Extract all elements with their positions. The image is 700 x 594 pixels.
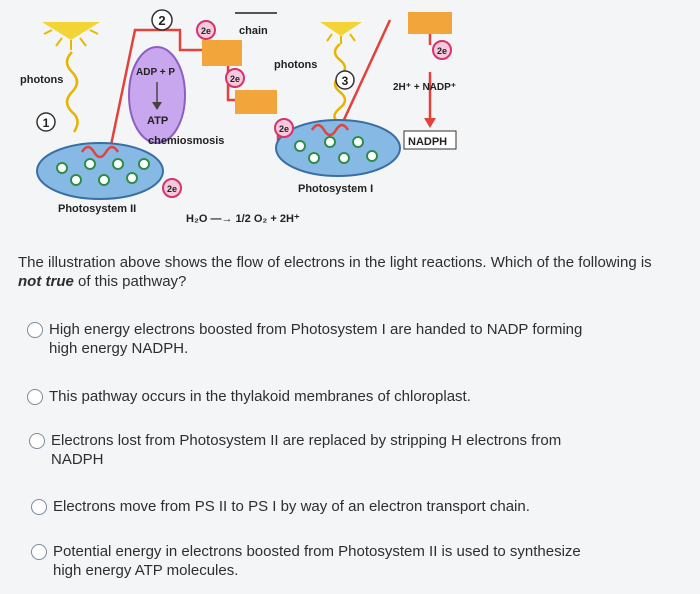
photons-label-right: photons — [274, 59, 318, 71]
photosystem-ii-label: Photosystem II — [58, 203, 137, 215]
atp-label: ATP — [147, 115, 169, 127]
carrier-box-nadp — [408, 12, 452, 34]
answer-option-label: High energy electrons boosted from Photosystem I are handed to NADP forming high energy NADPH. — [49, 321, 583, 357]
electron-badge — [226, 69, 244, 87]
step-marker-2 — [152, 10, 172, 30]
photosystem-ii-blob — [37, 143, 163, 199]
answer-option-label: Potential energy in electrons boosted from Photosystem II is used to synthesize high energy ATP molecules. — [53, 543, 581, 579]
electron-badge — [197, 21, 215, 39]
adp-label: ADP + P — [136, 67, 175, 78]
radio-button[interactable] — [31, 544, 47, 560]
radio-button[interactable] — [29, 433, 45, 449]
question-text: The illustration above shows the flow of electrons in the light reactions. Which of the following is not true of this pathway? — [18, 254, 652, 290]
svg-text:2e: 2e — [200, 26, 212, 36]
chain-dashes — [235, 12, 277, 14]
carrier-box-1 — [202, 40, 242, 66]
answer-option-4[interactable] — [31, 497, 611, 516]
photosystem-i-label: Photosystem I — [298, 183, 374, 195]
answer-option-label: Electrons lost from Photosystem II are replaced by stripping H electrons from NADPH — [51, 432, 562, 468]
carrier-box-2 — [235, 90, 277, 114]
light-reactions-diagram — [0, 0, 700, 240]
water-reaction-label: H₂O —→ 1/2 O₂ + 2H⁺ — [186, 213, 300, 225]
radio-button[interactable] — [27, 322, 43, 338]
svg-text:3: 3 — [341, 74, 349, 88]
question-emphasis: not true — [18, 273, 74, 290]
svg-text:1: 1 — [42, 116, 50, 130]
electron-badge — [433, 41, 451, 59]
answer-option-label: Electrons move from PS II to PS I by way of an electron transport chain. — [53, 498, 530, 515]
chemiosmosis-label: chemiosmosis — [148, 135, 225, 147]
photon-wave-left — [67, 52, 78, 132]
radio-button[interactable] — [31, 499, 47, 515]
step-marker-3 — [336, 71, 354, 89]
answer-option-3[interactable] — [29, 431, 589, 469]
photons-label-left: photons — [20, 74, 64, 86]
chain-label: chain — [239, 25, 268, 37]
answer-option-label: This pathway occurs in the thylakoid membranes of chloroplast. — [49, 388, 471, 405]
sun-icon-left — [42, 22, 100, 50]
svg-text:2e: 2e — [436, 46, 448, 56]
step-marker-1 — [37, 113, 55, 131]
svg-text:2e: 2e — [229, 74, 241, 84]
electron-badge — [275, 119, 293, 137]
nadp-label: 2H⁺ + NADP⁺ — [393, 82, 457, 93]
answer-option-1[interactable] — [27, 320, 597, 358]
svg-text:2e: 2e — [278, 124, 290, 134]
svg-text:2e: 2e — [166, 184, 178, 194]
svg-text:2: 2 — [158, 13, 166, 28]
nadph-label: NADPH — [408, 136, 448, 148]
photosystem-i-blob — [276, 120, 400, 176]
answer-option-2[interactable] — [27, 387, 597, 406]
electron-badge — [163, 179, 181, 197]
answer-option-5[interactable] — [31, 542, 591, 580]
sun-icon-right — [320, 22, 362, 44]
radio-button[interactable] — [27, 389, 43, 405]
